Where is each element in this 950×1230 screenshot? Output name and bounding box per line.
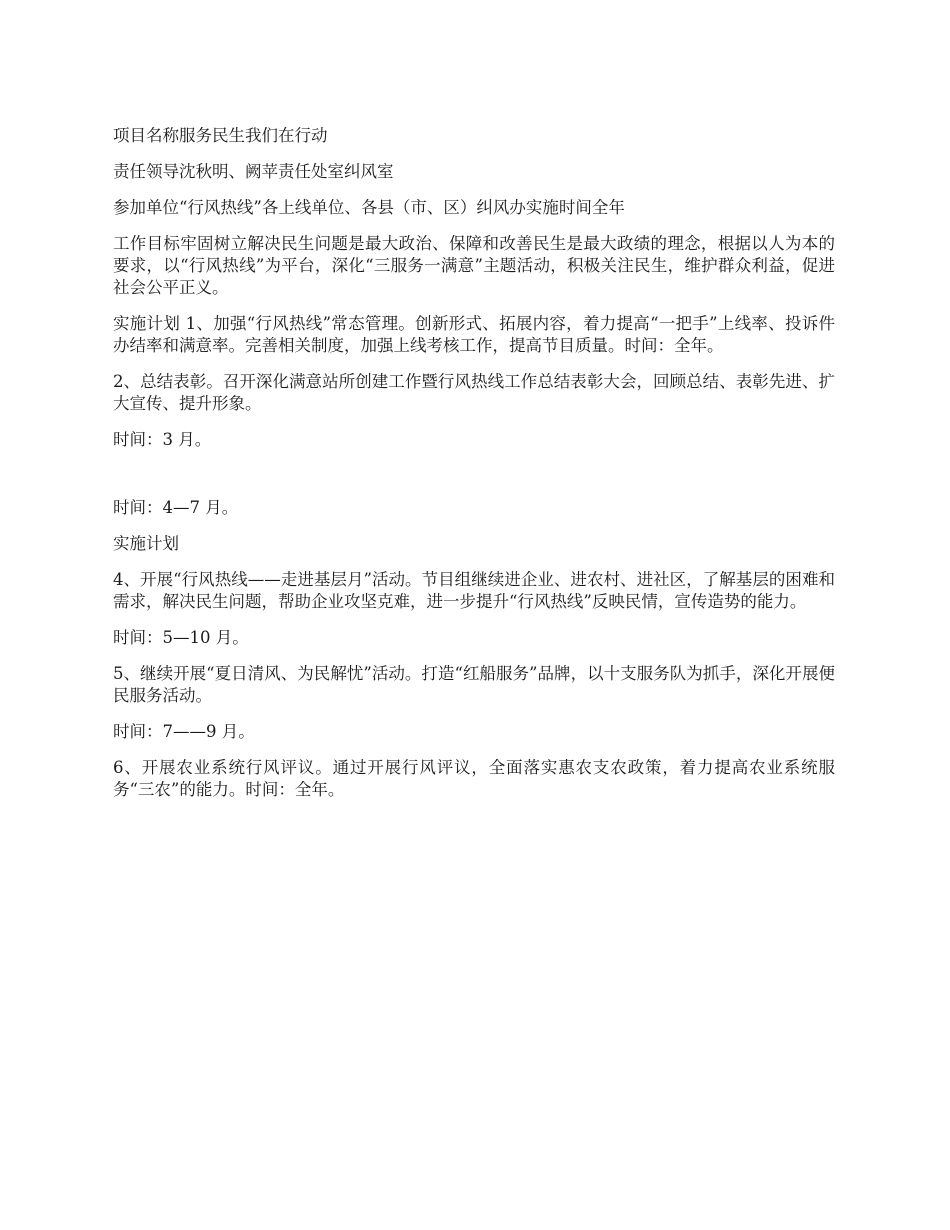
plan-item-2-paragraph: 2、总结表彰。召开深化满意站所创建工作暨行风热线工作总结表彰大会，回顾总结、表彰先进、扩大宣传、提升形象。	[113, 372, 835, 413]
work-goal-paragraph: 工作目标牢固树立解决民生问题是最大政治、保障和改善民生是最大政绩的理念，根据以人为本的要求，以“行风热线”为平台，深化“三服务一满意”主题活动，积极关注民生，维护群众利益，促进社会公平正义。	[113, 234, 835, 297]
plan-item-5-time: 时间：7——9 月。	[113, 722, 255, 741]
plan-item-4-paragraph: 4、开展“行风热线——走进基层月”活动。节目组继续进企业、进农村、进社区，了解基层的困难和需求，解决民生问题，帮助企业攻坚克难，进一步提升“行风热线”反映民情，宣传造势的能力。	[113, 570, 835, 611]
plan-section-heading: 实施计划	[113, 534, 179, 553]
plan-item-6-paragraph: 6、开展农业系统行风评议。通过开展行风评议，全面落实惠农支农政策，着力提高农业系统服务“三农”的能力。时间：全年。	[113, 758, 835, 799]
plan-item-4-time: 时间：5—10 月。	[113, 628, 249, 647]
plan-item-2-time: 时间：3 月。	[113, 430, 212, 449]
participants-line: 参加单位“行风热线”各上线单位、各县（市、区）纠风办实施时间全年	[113, 198, 625, 217]
time-april-july: 时间：4—7 月。	[113, 498, 239, 517]
plan-item-1-paragraph: 实施计划 1、加强“行风热线”常态管理。创新形式、拓展内容，着力提高“一把手”上线率、投诉件办结率和满意率。完善相关制度，加强上线考核工作，提高节目质量。时间：全年。	[113, 314, 835, 355]
project-name-line: 项目名称服务民生我们在行动	[113, 126, 328, 145]
plan-item-5-paragraph: 5、继续开展“夏日清风、为民解忧”活动。打造“红船服务”品牌，以十支服务队为抓手，深化开展便民服务活动。	[113, 664, 835, 705]
responsibility-line: 责任领导沈秋明、阙苹责任处室纠风室	[113, 162, 394, 181]
document-body	[113, 125, 835, 815]
